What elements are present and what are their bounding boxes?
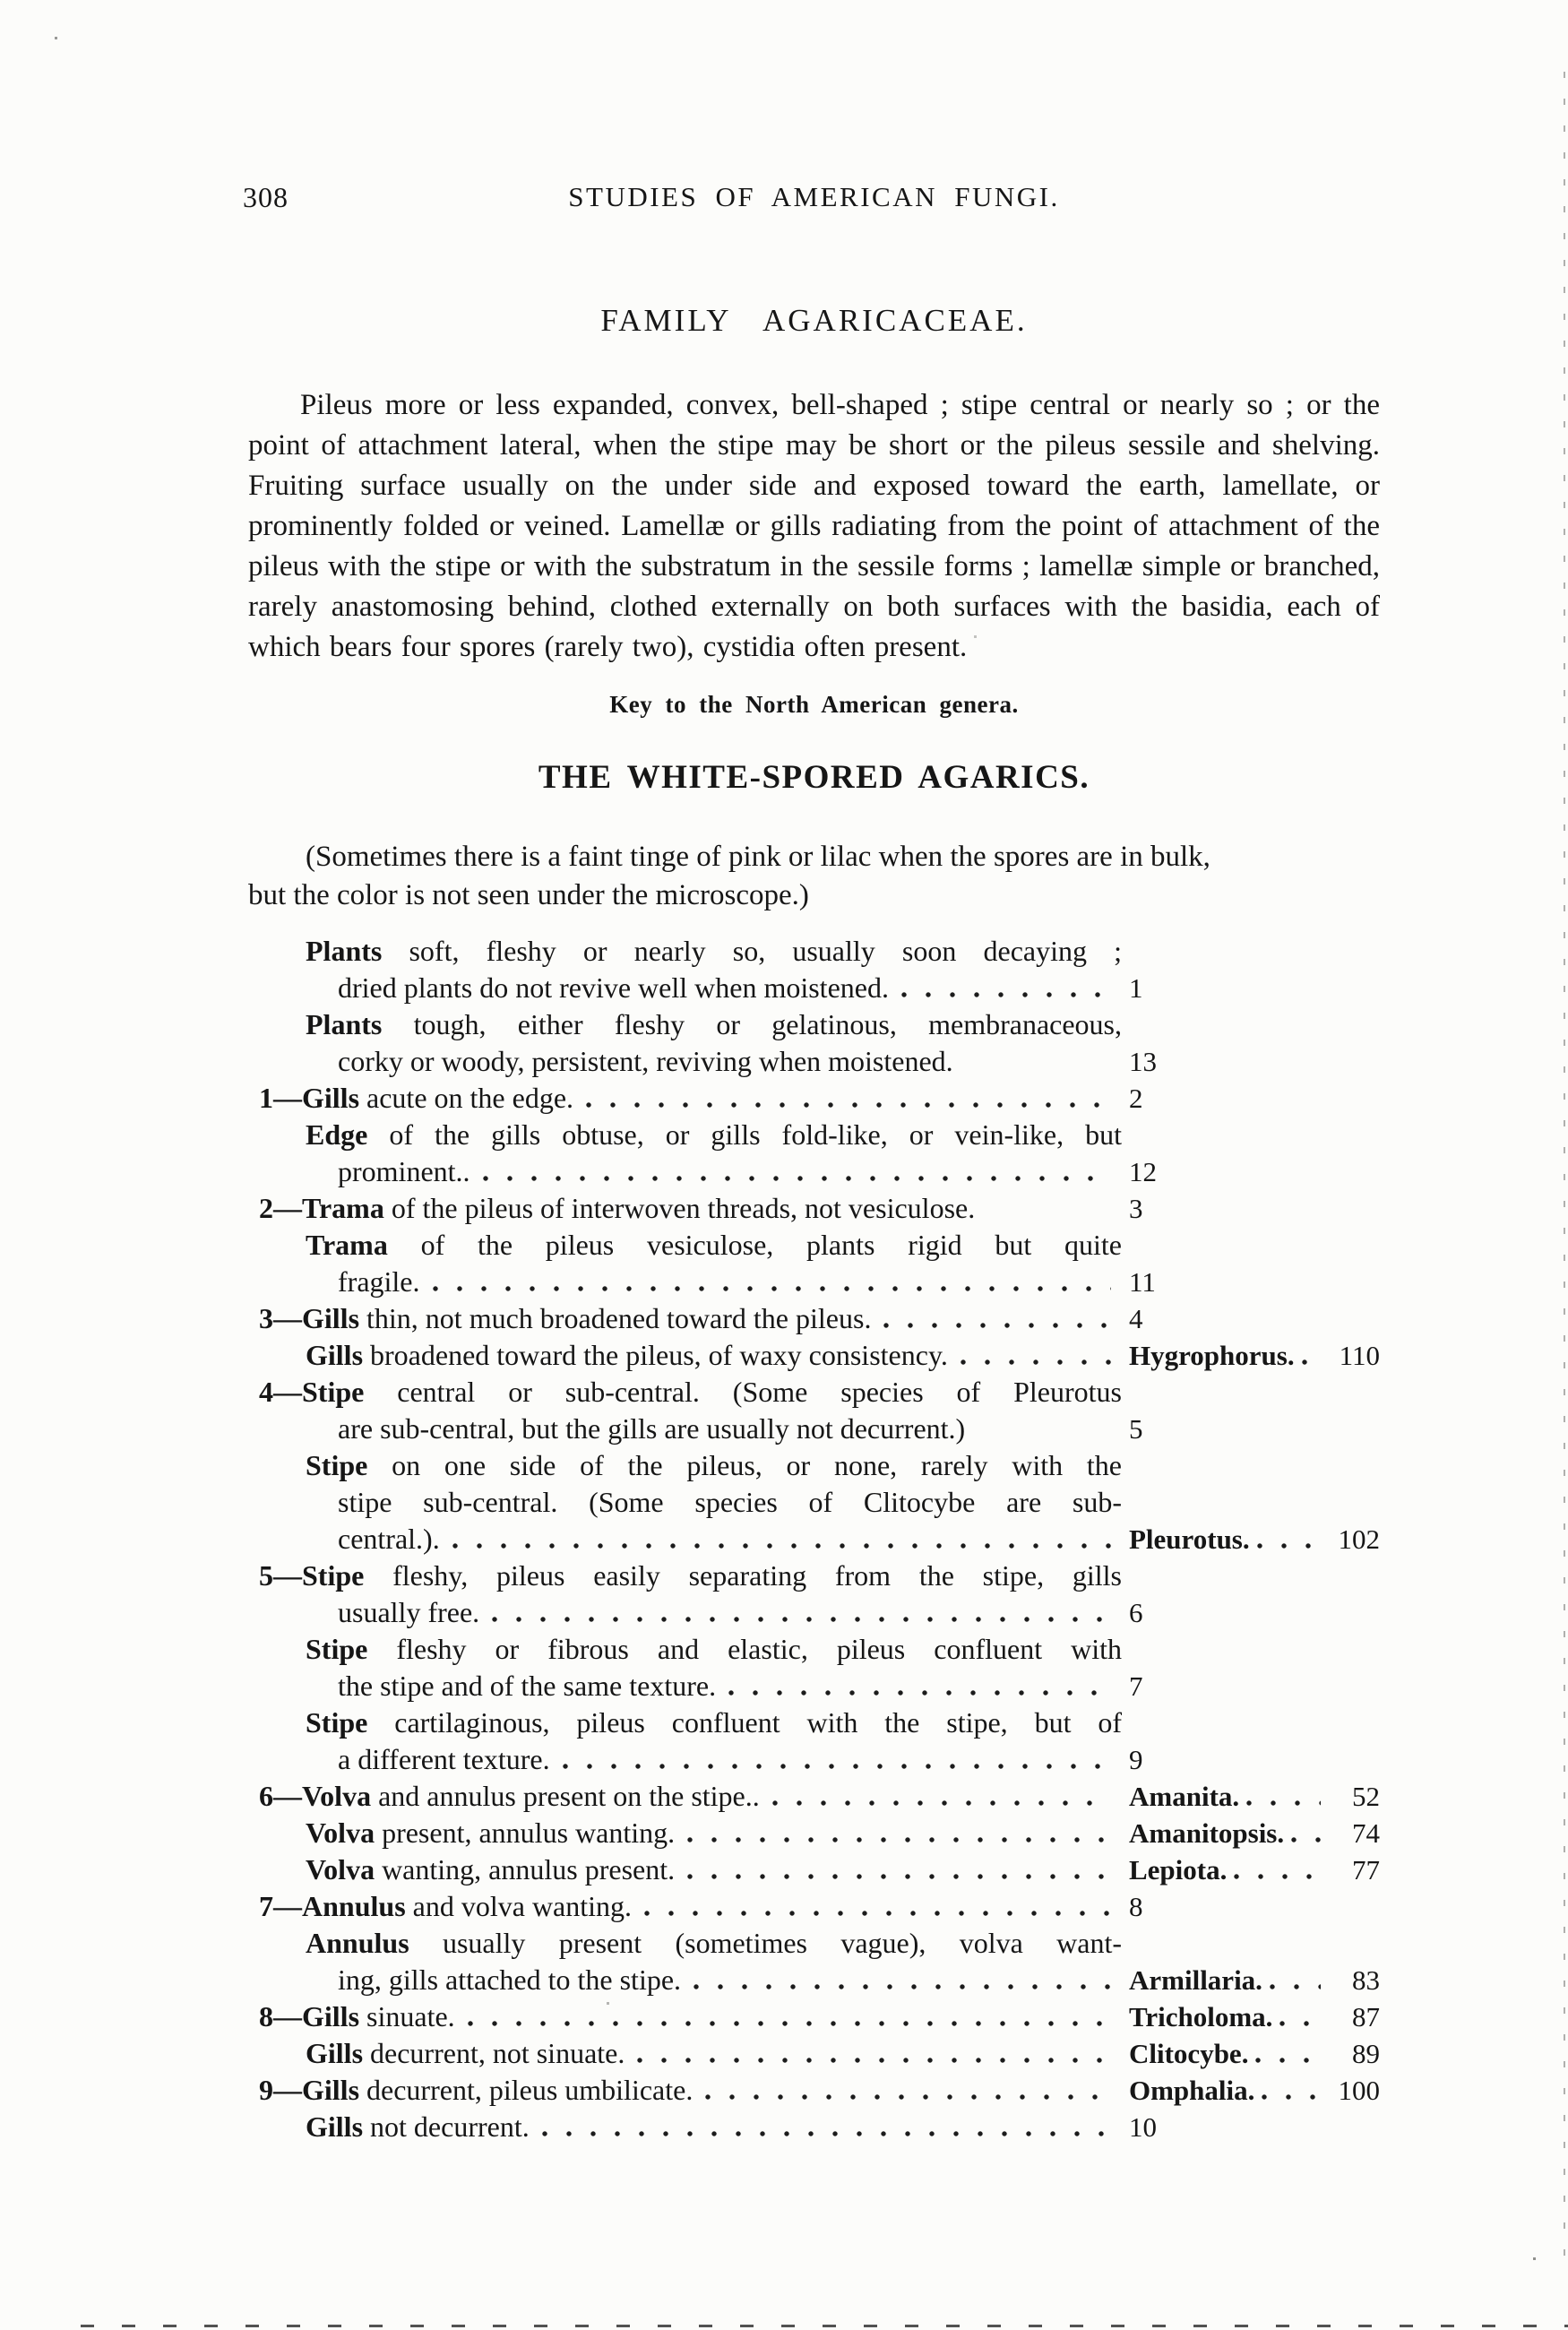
key-line — [248, 1006, 1380, 1043]
key-line-text-area — [338, 1411, 1122, 1447]
key-line — [248, 1668, 1380, 1704]
dot-leader — [492, 1617, 1111, 1622]
key-line — [248, 933, 1380, 970]
key-line-text-area — [338, 1741, 1122, 1778]
key-ref-cell — [1122, 1815, 1380, 1851]
key-line-text-area — [306, 1337, 1122, 1374]
key-ref-cell — [1122, 1594, 1380, 1631]
key-line-text: Edge of the gills obtuse, or gills fold-like, or vein-like, but — [306, 1118, 1122, 1151]
key-line-text: Gills not decurrent. — [306, 2110, 530, 2143]
key-line-text-area — [338, 1594, 1122, 1631]
key-line-text: fragile. — [338, 1265, 420, 1298]
key-line-text-area — [259, 1888, 1122, 1925]
key-item-number: 7— — [259, 1890, 302, 1922]
dot-leader — [433, 1286, 1112, 1291]
genus-page-number: 74 — [1352, 1817, 1380, 1849]
key-line-text: central.). — [338, 1523, 440, 1555]
key-ref-number: 11 — [1129, 1266, 1156, 1298]
key-ref-number: 7 — [1129, 1670, 1143, 1702]
key-line — [248, 1851, 1380, 1888]
key-keyword: Trama — [306, 1229, 388, 1261]
key-keyword: Stipe — [306, 1449, 368, 1481]
key-keyword: Trama — [302, 1192, 384, 1224]
note-line-1: (Sometimes there is a faint tinge of pink or lilac when the spores are in bulk, — [306, 841, 1210, 873]
key-line-text-area — [306, 1117, 1122, 1153]
dot-leader — [1234, 1874, 1321, 1879]
key-line — [248, 1374, 1380, 1411]
key-line-text-area — [259, 1998, 1122, 2035]
dot-leader — [563, 1764, 1111, 1769]
key-line-text: 6—Volva and annulus present on the stipe.. — [259, 1780, 760, 1812]
key-line-text: usually free. — [338, 1596, 480, 1628]
key-line — [248, 2035, 1380, 2072]
dot-leader — [901, 992, 1111, 997]
key-keyword: Gills — [306, 1339, 364, 1371]
key-line — [248, 1558, 1380, 1594]
key-keyword: Gills — [302, 1302, 360, 1334]
key-line-text-area — [338, 1962, 1122, 1998]
key-keyword: Plants — [306, 1008, 383, 1040]
key-line — [248, 2109, 1380, 2145]
note-line-2: but the color is not seen under the microscope.) — [248, 879, 809, 911]
dot-leader — [694, 1984, 1111, 1989]
family-heading: FAMILY AGARICACEAE. — [600, 303, 1028, 338]
key-line-text: Stipe on one side of the pileus, or none, rarely with the — [306, 1449, 1122, 1481]
running-header — [243, 181, 1380, 217]
key-line-text-area — [259, 1300, 1122, 1337]
key-line-text: stipe sub-central. (Some species of Clitocybe are sub- — [338, 1486, 1122, 1518]
key-line — [248, 1998, 1380, 2035]
key-line-text: the stipe and of the same texture. — [338, 1670, 717, 1702]
key-ref-cell — [1122, 2109, 1380, 2145]
key-line — [248, 1741, 1380, 1778]
dot-leader — [883, 1323, 1111, 1328]
key-line — [248, 1043, 1380, 1080]
key-line-text-area — [338, 1043, 1122, 1080]
key-line-text: 3—Gills thin, not much broadened toward the pileus. — [259, 1302, 872, 1334]
key-line-text-area — [306, 2109, 1122, 2145]
dot-leader — [705, 2094, 1111, 2100]
genus-name: Omphalia. — [1129, 2075, 1255, 2106]
key-item-number: 6— — [259, 1780, 302, 1812]
dot-leader — [1262, 2094, 1321, 2100]
key-keyword: Gills — [302, 1082, 360, 1114]
dot-leader — [1246, 1800, 1321, 1806]
key-ref-cell — [1122, 1300, 1380, 1337]
key-line-text-area — [338, 1484, 1122, 1521]
dot-leader — [687, 1874, 1111, 1879]
key-keyword: Edge — [306, 1118, 368, 1151]
genus-page-number: 87 — [1352, 2001, 1380, 2032]
key-line — [248, 1300, 1380, 1337]
key-item-number: 1— — [259, 1082, 302, 1114]
dot-leader — [644, 1911, 1111, 1916]
key-line-text-area — [259, 1558, 1122, 1594]
key-ref-cell — [1122, 1962, 1380, 1998]
scan-edge-right-artifact — [1564, 72, 1565, 2276]
key-line — [248, 1153, 1380, 1190]
key-line-text: Gills broadened toward the pileus, of waxy consistency. — [306, 1339, 948, 1371]
dot-leader — [987, 1212, 1111, 1218]
key-line — [248, 1411, 1380, 1447]
key-ref-cell — [1122, 1998, 1380, 2035]
key-keyword: Plants — [306, 935, 383, 967]
key-ref-number: 5 — [1129, 1413, 1143, 1445]
key-line — [248, 1778, 1380, 1815]
dot-leader — [772, 1800, 1111, 1806]
key-line-text: 5—Stipe fleshy, pileus easily separating from the stipe, gills — [259, 1559, 1122, 1592]
key-line-text-area — [306, 1815, 1122, 1851]
key-line — [248, 2072, 1380, 2109]
dot-leader — [1255, 2058, 1321, 2063]
white-spored-heading: THE WHITE-SPORED AGARICS. — [538, 759, 1090, 796]
key-line — [248, 1117, 1380, 1153]
key-ref-cell — [1122, 1778, 1380, 1815]
key-line — [248, 1631, 1380, 1668]
genus-name: Lepiota. — [1129, 1854, 1228, 1886]
key-line-text-area — [259, 1080, 1122, 1117]
key-ref-cell — [1122, 1521, 1380, 1558]
key-ref-cell — [1122, 1264, 1380, 1300]
key-ref-cell — [1122, 1080, 1380, 1117]
key-line — [248, 1521, 1380, 1558]
key-ref-number: 8 — [1129, 1891, 1143, 1922]
key-line-text-area — [306, 2035, 1122, 2072]
key-ref-number: 9 — [1129, 1744, 1143, 1775]
key-ref-cell — [1122, 1190, 1380, 1227]
genus-page-number: 52 — [1352, 1781, 1380, 1812]
family-description: Pileus more or less expanded, convex, bell-shaped ; stipe central or nearly so ; or the point of attachment lateral, when the stipe may be short or the pileus sessile and shelving. Fruiting surface usually on the under side and exposed toward the earth, lamellate, or prominently folded or veined. Lamellæ or gills radiating from the point of attachment of the pileus with the stipe or with the substratum in the sessile forms ; lamellæ simple or branched, rarely anastomosing behind, clothed externally on both surfaces with the basidia, each of which bears four spores (rarely two), cystidia often present. — [248, 389, 1380, 663]
key-line-text-area — [259, 1190, 1122, 1227]
key-ref-number: 10 — [1129, 2111, 1157, 2143]
key-keyword: Volva — [306, 1853, 375, 1886]
key-keyword: Gills — [306, 2110, 364, 2143]
key-ref-number: 3 — [1129, 1193, 1143, 1224]
dot-leader — [966, 1066, 1111, 1071]
key-item-number: 9— — [259, 2074, 302, 2106]
key-ref-cell — [1122, 2072, 1380, 2109]
key-line-text-area — [259, 1778, 1122, 1815]
key-line — [248, 970, 1380, 1006]
key-line-text: prominent.. — [338, 1155, 470, 1187]
key-keyword: Volva — [302, 1780, 372, 1812]
key-keyword: Stipe — [302, 1376, 365, 1408]
dot-leader — [687, 1837, 1111, 1842]
key-ref-number: 6 — [1129, 1597, 1143, 1628]
dot-leader — [586, 1102, 1111, 1108]
spore-color-note — [248, 838, 1380, 915]
folio-page-number: 308 — [243, 181, 289, 213]
key-line-text: Volva present, annulus wanting. — [306, 1817, 676, 1849]
key-keyword: Annulus — [302, 1890, 406, 1922]
key-keyword: Stipe — [306, 1706, 368, 1739]
dot-leader — [728, 1690, 1111, 1696]
key-keyword: Gills — [306, 2037, 364, 2069]
key-line-text-area — [259, 2072, 1122, 2109]
key-ref-cell — [1122, 970, 1380, 1006]
genus-name: Amanitopsis. — [1129, 1817, 1285, 1849]
key-item-number: 8— — [259, 2000, 302, 2032]
dot-leader — [1257, 1543, 1321, 1549]
genus-page-number: 110 — [1339, 1340, 1380, 1371]
key-ref-number: 13 — [1129, 1046, 1157, 1077]
key-line-text: Trama of the pileus vesiculose, plants rigid but quite — [306, 1229, 1122, 1261]
key-ref-cell — [1122, 1153, 1380, 1190]
key-ref-cell — [1122, 1668, 1380, 1704]
key-ref-cell — [1122, 1851, 1380, 1888]
key-line-text: ing, gills attached to the stipe. — [338, 1963, 682, 1996]
key-line-text: 7—Annulus and volva wanting. — [259, 1890, 633, 1922]
genus-name: Tricholoma. — [1129, 2001, 1273, 2032]
key-line — [248, 1447, 1380, 1484]
key-line — [248, 1704, 1380, 1741]
genus-page-number: 102 — [1338, 1523, 1380, 1555]
key-line-text: Volva wanting, annulus present. — [306, 1853, 676, 1886]
key-line-text: 8—Gills sinuate. — [259, 2000, 455, 2032]
key-keyword: Annulus — [306, 1927, 409, 1959]
key-ref-cell — [1122, 1741, 1380, 1778]
key-item-number: 3— — [259, 1302, 302, 1334]
dot-leader — [1291, 1837, 1321, 1842]
key-item-number: 5— — [259, 1559, 302, 1592]
genus-name: Clitocybe. — [1129, 2038, 1249, 2069]
dot-leader — [542, 2131, 1111, 2136]
key-line — [248, 1484, 1380, 1521]
genus-name: Pleurotus. — [1129, 1523, 1250, 1555]
key-line-text: 2—Trama of the pileus of interwoven threads, not vesiculose. — [259, 1192, 976, 1224]
key-line-text-area — [306, 1006, 1122, 1043]
genus-name: Hygrophorus. — [1129, 1340, 1295, 1371]
key-line-text-area — [306, 1447, 1122, 1484]
genus-page-number: 77 — [1352, 1854, 1380, 1886]
key-line-text: Stipe fleshy or fibrous and elastic, pileus confluent with — [306, 1633, 1122, 1665]
page-content — [243, 0, 1380, 2145]
genus-page-number: 83 — [1352, 1964, 1380, 1996]
key-line-text: dried plants do not revive well when moistened. — [338, 971, 889, 1004]
running-title: STUDIES OF AMERICAN FUNGI. — [568, 181, 1060, 212]
key-line-text-area — [338, 970, 1122, 1006]
key-ref-cell — [1122, 2035, 1380, 2072]
genus-name: Armillaria. — [1129, 1964, 1262, 1996]
key-line-text-area — [306, 1631, 1122, 1668]
key-ref-cell — [1122, 1043, 1380, 1080]
key-line-text-area — [338, 1264, 1122, 1300]
key-caption: Key to the North American genera. — [609, 691, 1019, 718]
key-item-number: 4— — [259, 1376, 302, 1408]
key-line-text-area — [306, 1227, 1122, 1264]
dot-leader — [452, 1543, 1111, 1549]
key-ref-number: 2 — [1129, 1083, 1143, 1114]
key-line-text: are sub-central, but the gills are usually not decurrent.) — [338, 1412, 966, 1445]
dot-leader — [468, 2021, 1111, 2026]
key-keyword: Gills — [302, 2000, 360, 2032]
key-line-text: corky or woody, persistent, reviving when moistened. — [338, 1045, 953, 1077]
key-line-text-area — [306, 933, 1122, 970]
key-ref-cell — [1122, 1411, 1380, 1447]
key-line — [248, 1888, 1380, 1925]
dot-leader — [1302, 1359, 1321, 1365]
dot-leader — [637, 2058, 1111, 2063]
key-line-text: Stipe cartilaginous, pileus confluent with the stipe, but of — [306, 1706, 1122, 1739]
key-line-text-area — [259, 1374, 1122, 1411]
scan-edge-bottom-artifact — [81, 2325, 1568, 2327]
key-line — [248, 1264, 1380, 1300]
key-keyword: Volva — [306, 1817, 375, 1849]
dot-leader — [978, 1433, 1111, 1438]
key-line-text: 4—Stipe central or sub-central. (Some species of Pleurotus — [259, 1376, 1122, 1408]
key-line — [248, 1594, 1380, 1631]
dot-leader — [961, 1359, 1111, 1365]
dot-leader — [1270, 1984, 1321, 1989]
key-line-text: 9—Gills decurrent, pileus umbilicate. — [259, 2074, 694, 2106]
key-line-text: Annulus usually present (sometimes vague), volva want- — [306, 1927, 1122, 1959]
genus-page-number: 89 — [1352, 2038, 1380, 2069]
key-keyword: Gills — [302, 2074, 360, 2106]
key-line — [248, 1080, 1380, 1117]
key-line-text-area — [306, 1851, 1122, 1888]
key-ref-number: 12 — [1129, 1156, 1157, 1187]
key-line-text-area — [338, 1521, 1122, 1558]
key-keyword: Stipe — [302, 1559, 365, 1592]
dot-leader — [1279, 2021, 1321, 2026]
genus-page-number: 100 — [1338, 2075, 1380, 2106]
key-ref-cell — [1122, 1337, 1380, 1374]
key-line-text: Plants soft, fleshy or nearly so, usually soon decaying ; — [306, 935, 1122, 967]
key-ref-number: 4 — [1129, 1303, 1143, 1334]
key-line — [248, 1925, 1380, 1962]
key-list — [248, 933, 1380, 2145]
key-keyword: Stipe — [306, 1633, 368, 1665]
key-line-text: Plants tough, either fleshy or gelatinous, membranaceous, — [306, 1008, 1122, 1040]
key-line-text-area — [306, 1925, 1122, 1962]
genus-name: Amanita. — [1129, 1781, 1240, 1812]
key-line-text-area — [338, 1668, 1122, 1704]
key-line-text: Gills decurrent, not sinuate. — [306, 2037, 625, 2069]
key-line — [248, 1190, 1380, 1227]
key-line-text: a different texture. — [338, 1743, 550, 1775]
key-line-text-area — [338, 1153, 1122, 1190]
key-line — [248, 1227, 1380, 1264]
key-item-number: 2— — [259, 1192, 302, 1224]
key-ref-cell — [1122, 1888, 1380, 1925]
scan-speck-artifacts — [0, 0, 1, 1]
key-ref-number: 1 — [1129, 972, 1143, 1004]
key-line-text: 1—Gills acute on the edge. — [259, 1082, 574, 1114]
key-line-text-area — [306, 1704, 1122, 1741]
key-line — [248, 1815, 1380, 1851]
dot-leader — [483, 1176, 1111, 1181]
key-line — [248, 1337, 1380, 1374]
key-line — [248, 1962, 1380, 1998]
